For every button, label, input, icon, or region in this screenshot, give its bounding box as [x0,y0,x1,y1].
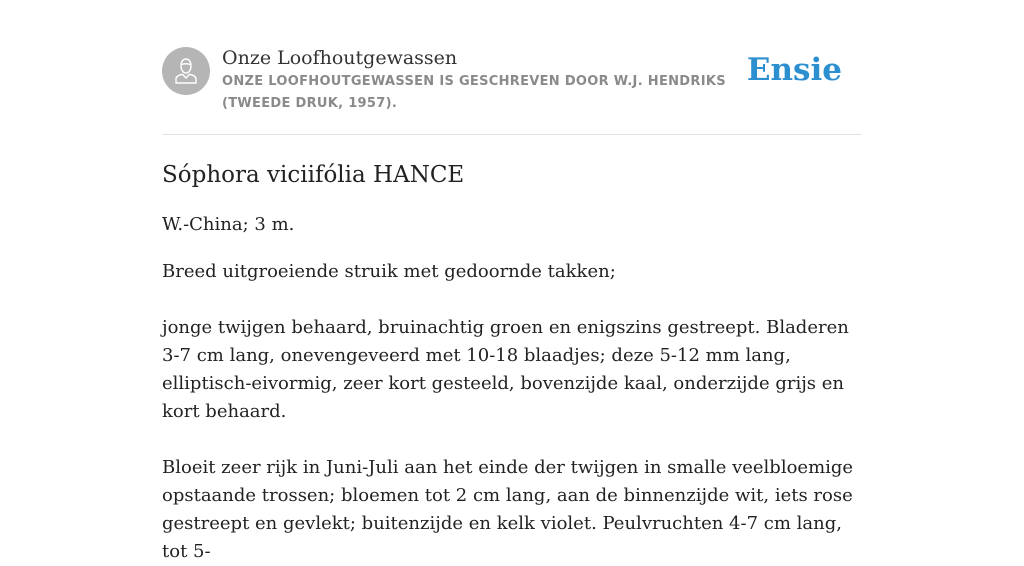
article-paragraph: jonge twijgen behaard, bruinachtig groen en enigszins gestreept. Bladeren 3-7 cm lang, onevengeveerd met 10-18 blaadjes; deze 5-12 mm lang, elliptisch-eivormig, zeer kort gesteeld, bovenzijde kaal, onderzijde grijs en kort behaard. [162,317,849,422]
book-title[interactable]: Onze Loofhoutgewassen [222,47,458,69]
ensie-logo-link[interactable]: Ensie [746,52,842,88]
book-header [162,0,862,135]
article-title: Sóphora viciifólia HANCE [162,162,465,188]
article-origin: W.-China; 3 m. [162,214,295,235]
page-container [162,0,862,566]
article [162,135,862,566]
book-subtitle: ONZE LOOFHOUTGEWASSEN IS GESCHREVEN DOOR W.J. HENDRIKS (TWEEDE DRUK, 1957). [222,74,726,111]
author-avatar[interactable] [162,47,210,95]
user-silhouette-icon [162,47,210,95]
book-info [222,45,762,115]
article-paragraph: Bloeit zeer rijk in Juni-Juli aan het einde der twijgen in smalle veelbloemige opstaande trossen; bloemen tot 2 cm lang, aan de binnenzijde wit, iets rose gestreept en gevlekt; buitenzijde en kelk violet. Peulvruchten 4-7 cm lang, tot 5- [162,457,854,562]
article-body [162,258,862,566]
article-paragraph: Breed uitgroeiende struik met gedoornde takken; [162,261,616,282]
